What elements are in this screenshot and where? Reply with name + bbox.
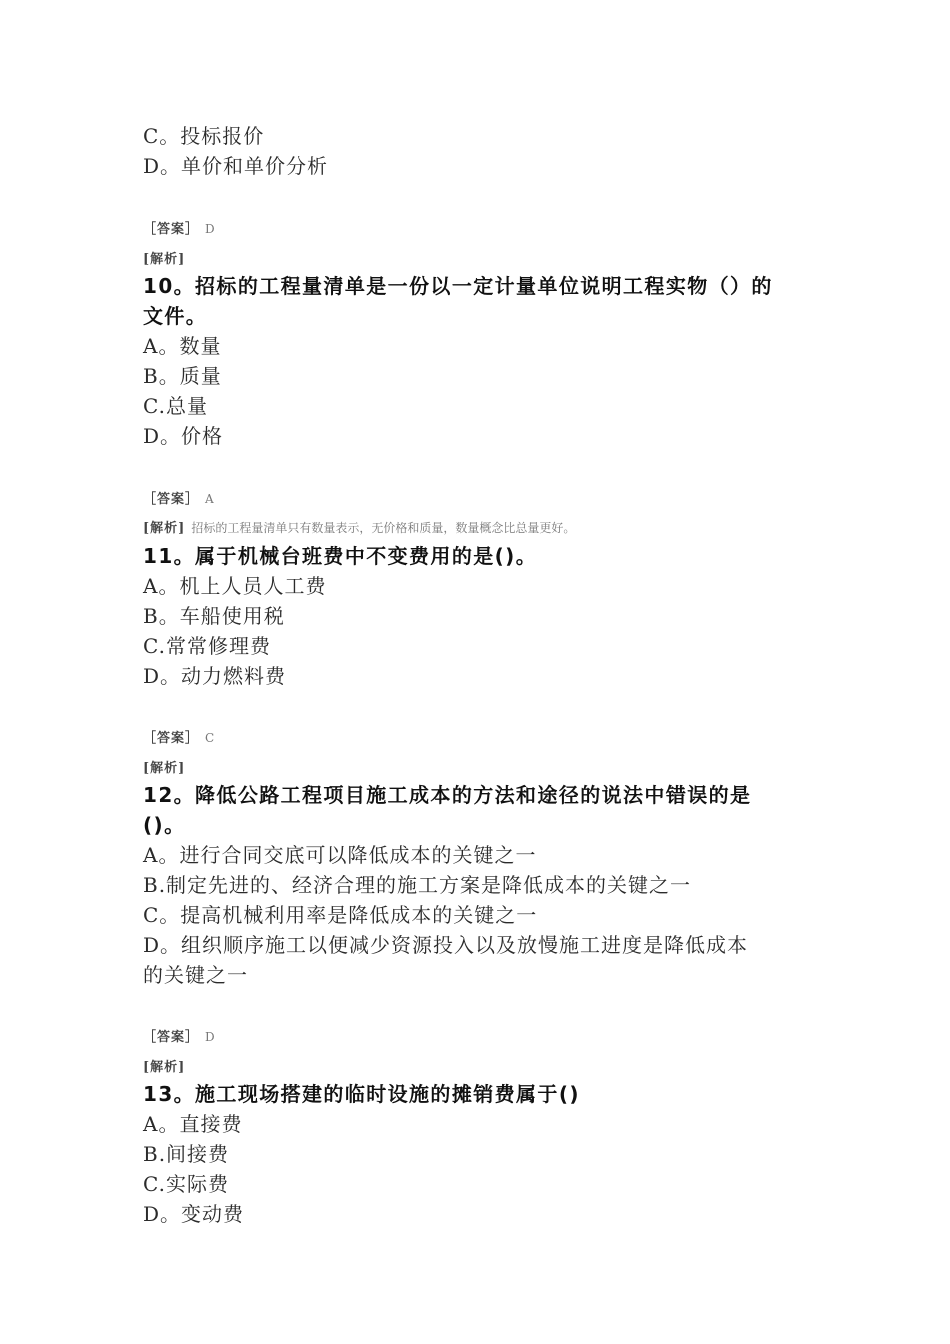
answer-value: C	[205, 731, 215, 745]
analysis-label: [解析]	[143, 521, 186, 536]
answer-line	[143, 1026, 215, 1045]
question-title: 13。施工现场搭建的临时设施的摊销费属于()	[143, 1082, 580, 1106]
answer-value: D	[205, 1030, 215, 1044]
analysis-text: 招标的工程量清单只有数量表示，无价格和质量，数量概念比总量更好。	[191, 521, 576, 535]
option-d: D。单价和单价分析	[143, 154, 329, 178]
option-c: C。投标报价	[143, 124, 265, 148]
analysis-line	[143, 757, 191, 776]
option-a: A。机上人员人工费	[143, 574, 327, 598]
analysis-line	[143, 248, 191, 267]
option-b: B.间接费	[143, 1142, 230, 1166]
analysis-label: [解析]	[143, 761, 186, 776]
option-d: D。变动费	[143, 1202, 245, 1226]
option-c: C.总量	[143, 394, 208, 418]
option-a: A。直接费	[143, 1112, 243, 1136]
option-c: C。提高机械利用率是降低成本的关键之一	[143, 903, 538, 927]
option-a: A。进行合同交底可以降低成本的关键之一	[143, 843, 537, 867]
question-title-cont: 文件。	[143, 304, 208, 328]
answer-label: ［答案］	[143, 492, 200, 507]
question-title: 12。降低公路工程项目施工成本的方法和途径的说法中错误的是	[143, 783, 752, 807]
answer-label: ［答案］	[143, 731, 200, 746]
option-c: C.常常修理费	[143, 634, 271, 658]
question-title: 11。属于机械台班费中不变费用的是()。	[143, 544, 538, 568]
option-b: B.制定先进的、经济合理的施工方案是降低成本的关键之一	[143, 873, 692, 897]
answer-label: ［答案］	[143, 1030, 200, 1045]
option-c: C.实际费	[143, 1172, 229, 1196]
answer-label: ［答案］	[143, 222, 200, 237]
answer-value: A	[205, 492, 214, 506]
option-b: B。车船使用税	[143, 604, 285, 628]
question-title-cont: ()。	[143, 813, 186, 837]
option-d: D。组织顺序施工以便减少资源投入以及放慢施工进度是降低成本	[143, 933, 749, 957]
option-a: A。数量	[143, 334, 222, 358]
analysis-label: [解析]	[143, 252, 186, 267]
option-d: D。动力燃料费	[143, 664, 287, 688]
answer-line	[143, 488, 214, 507]
option-d: D。价格	[143, 424, 224, 448]
option-b: B。质量	[143, 364, 222, 388]
option-d-cont: 的关键之一	[143, 963, 248, 987]
question-title: 10。招标的工程量清单是一份以一定计量单位说明工程实物（）的	[143, 274, 773, 298]
analysis-line	[143, 1056, 191, 1075]
answer-value: D	[205, 222, 215, 236]
answer-line	[143, 218, 215, 237]
analysis-line	[143, 517, 575, 536]
analysis-label: [解析]	[143, 1060, 186, 1075]
answer-line	[143, 727, 214, 746]
